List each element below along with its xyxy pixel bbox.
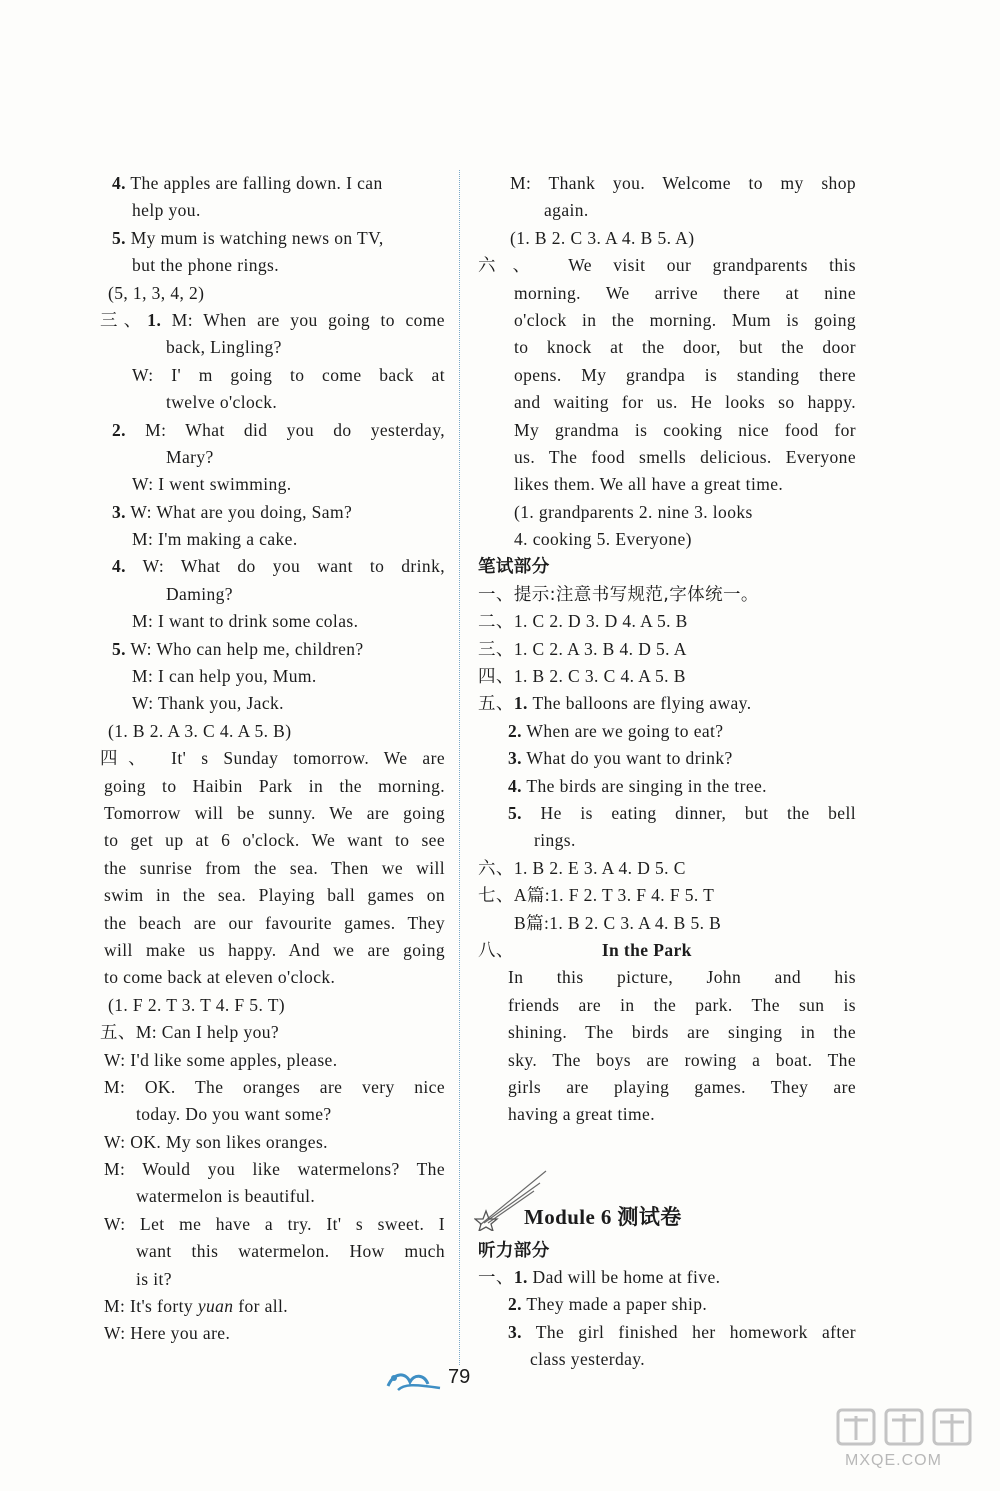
line-text: M: I can help you, Mum. [132,666,317,687]
text-line [100,1101,445,1128]
text-line [478,389,856,416]
line-text: W: What do you want to drink, [142,556,445,577]
item-number: 3. [112,501,126,522]
section-heading: 笔试部分 [478,557,550,578]
line-text: class yesterday. [530,1349,646,1370]
item-number: 3. [508,748,522,769]
text-line [100,964,445,991]
text-line [100,1211,445,1238]
line-text: having a great time. [508,1104,655,1125]
section-marker: 一、 [478,584,514,605]
text-line [478,334,856,361]
page-number: 79 [448,1366,471,1388]
item-number: 2. [508,720,522,741]
right-column [478,170,856,1374]
watermark-text: MXQE.COM [845,1452,942,1469]
text-line [100,553,445,580]
text-line [478,1101,856,1128]
text-line [100,992,445,1019]
text-line [478,225,856,252]
text-line [478,307,856,334]
section-marker: 七、 [478,886,514,907]
line-text: They made a paper ship. [526,1294,708,1315]
text-line [478,964,856,991]
line-text: swim in the sea. Playing ball games on [104,885,445,906]
line-text: M: I want to drink some colas. [132,611,359,632]
text-line [100,1183,445,1210]
text-line [478,992,856,1019]
text-line [478,581,856,608]
item-number: 3. [508,1321,522,1342]
text-line [100,197,445,224]
text-line [100,362,445,389]
text-line [478,197,856,224]
line-text: sky. The boys are rowing a boat. The [508,1049,856,1070]
text-line [100,745,445,772]
line-text: (1. grandparents 2. nine 3. looks [514,501,753,522]
line-text: is it? [136,1268,172,1289]
line-text: In this picture, John and his [508,967,856,988]
section-marker: 二、 [478,612,514,633]
text-line [100,252,445,279]
line-text: M: What did you do yesterday, [145,419,445,440]
text-line [100,499,445,526]
text-line [478,1047,856,1074]
text-line [100,690,445,717]
line-text: 1. B 2. C 3. C 4. A 5. B [513,666,686,687]
line-text: rings. [534,830,576,851]
text-line [478,444,856,471]
line-text: 提示:注意书写规范,字体统一。 [513,584,759,605]
text-line [100,800,445,827]
line-text: M: Thank you. Welcome to my shop [510,173,856,193]
text-line [100,280,445,307]
text-line [478,1346,856,1373]
line-text: M: I'm making a cake. [132,529,298,550]
text-line [100,636,445,663]
text-line [100,1266,445,1293]
text-line [100,471,445,498]
text-line [478,526,856,553]
text-line [478,690,856,717]
line-text: morning. We arrive there at nine [514,282,856,303]
line-text: M: Would you like watermelons? The [104,1159,445,1180]
line-text: for all. [233,1296,289,1317]
line-text: W: I went swimming. [132,474,292,495]
item-number: 2. [508,1294,522,1315]
italic-word: yuan [197,1296,234,1317]
text-line [478,280,856,307]
item-number: 2. [112,419,126,440]
text-line [478,1237,856,1264]
line-text: W: Let me have a try. It' s sweet. I [104,1213,445,1234]
text-line [100,1047,445,1074]
line-text: My grandma is cooking nice food for [514,419,856,440]
line-text: W: What are you doing, Sam? [130,501,353,522]
text-line [478,636,856,663]
text-line [100,663,445,690]
text-line [478,882,856,909]
text-line [478,800,856,827]
line-text: but the phone rings. [132,255,280,276]
text-line [478,855,856,882]
text-line [100,1156,445,1183]
item-number: 1. [513,693,528,714]
text-line [478,663,856,690]
line-text: 1. C 2. A 3. B 4. D 5. A [513,638,687,659]
section-marker: 四、 [478,667,514,688]
text-line [478,1264,856,1291]
line-text: W: Who can help me, children? [130,638,364,659]
line-text: watermelon is beautiful. [136,1186,316,1207]
line-text: W: Thank you, Jack. [132,693,284,714]
text-line [100,417,445,444]
text-line [478,745,856,772]
line-text: to get up at 6 o'clock. We want to see [104,830,445,851]
text-line [100,334,445,361]
item-number: 4. [112,556,126,577]
line-text: (1. F 2. T 3. T 4. F 5. T) [108,994,286,1015]
item-number: 4. [112,173,126,193]
section-marker: 三、 [100,310,148,331]
text-line [478,471,856,498]
item-number: 5. [508,802,522,823]
text-line [478,937,856,964]
text-line [478,773,856,800]
text-line [478,170,856,197]
line-text: likes them. We all have a great time. [514,474,784,495]
line-text: W: Here you are. [104,1323,231,1344]
line-text: W: I'd like some apples, please. [104,1049,338,1070]
line-text: A篇:1. F 2. T 3. F 4. F 5. T [513,885,715,906]
line-text: friends are in the park. The sun is [508,994,856,1015]
line-text: o'clock in the morning. Mum is going [514,309,856,330]
text-line [100,773,445,800]
line-text: opens. My grandpa is standing there [514,364,856,385]
line-text: 1. C 2. D 3. D 4. A 5. B [513,611,688,632]
text-line [478,1019,856,1046]
section-marker: 六、 [478,256,547,277]
text-line [478,1319,856,1346]
module-heading [478,1189,856,1237]
line-text: (1. B 2. A 3. C 4. A 5. B) [108,720,292,741]
line-text: B篇:1. B 2. C 3. A 4. B 5. B [514,912,722,933]
line-text: We visit our grandparents this [546,255,856,276]
text-line [100,1074,445,1101]
line-text: My mum is watching news on TV, [130,227,384,248]
line-text: The birds are singing in the tree. [526,775,767,796]
text-line [100,882,445,909]
line-text: again. [544,200,589,221]
section-marker: 八、 [478,940,514,961]
leaf-decoration-icon [384,1366,444,1396]
line-text: the beach are our favourite games. They [104,912,445,933]
text-line [478,718,856,745]
line-text: W: OK. My son likes oranges. [104,1131,328,1152]
line-text: twelve o'clock. [166,392,278,413]
line-text: shining. The birds are singing in the [508,1022,856,1043]
line-text: W: I' m going to come back at [132,364,445,385]
line-text: girls are playing games. They are [508,1076,856,1097]
text-line [478,499,856,526]
line-text: M: It's forty [104,1296,198,1317]
item-number: 1. [513,1267,528,1288]
text-line [100,1129,445,1156]
text-line [478,827,856,854]
text-line [478,1291,856,1318]
text-line [100,827,445,854]
section-marker: 三、 [478,639,514,660]
line-text: today. Do you want some? [136,1104,332,1125]
section-marker: 一、 [478,1268,514,1289]
line-text: help you. [132,200,201,221]
line-text: Daming? [166,583,233,604]
text-line [100,718,445,745]
line-text: will make us happy. And we are going [104,939,445,960]
item-number: 5. [112,638,126,659]
text-line [100,1293,445,1320]
column-divider [459,170,460,1365]
line-text: the sunrise from the sea. Then we will [104,857,445,878]
text-line [100,608,445,635]
text-line [100,170,445,197]
line-text: Dad will be home at five. [532,1267,721,1288]
line-text: 1. B 2. E 3. A 4. D 5. C [513,857,686,878]
line-text: He is eating dinner, but the bell [540,802,856,823]
text-line [478,910,856,937]
line-text: (1. B 2. C 3. A 4. B 5. A) [510,227,695,248]
line-text: The apples are falling down. I can [130,173,383,193]
section-marker: 六、 [478,858,514,879]
text-line [100,444,445,471]
composition-title: In the Park [601,939,692,960]
line-text: Mary? [166,446,214,467]
line-text: The girl finished her homework after [535,1321,856,1342]
text-line [100,937,445,964]
text-line [100,389,445,416]
line-text: M: When are you going to come [171,309,445,330]
line-text: Tomorrow will be sunny. We are going [104,802,445,823]
line-text: The balloons are flying away. [532,693,752,714]
left-column [100,170,445,1348]
text-line [478,417,856,444]
item-number: 4. [508,775,522,796]
line-text: When are we going to eat? [526,720,724,741]
line-text: back, Lingling? [166,337,282,358]
text-line [478,252,856,279]
text-line [478,608,856,635]
text-line [100,581,445,608]
section-marker: 五、 [100,1023,136,1044]
line-text: and waiting for us. He looks so happy. [514,392,856,413]
item-number: 5. [112,227,126,248]
text-line [100,910,445,937]
line-text: us. The food smells delicious. Everyone [514,446,856,467]
line-text: It' s Sunday tomorrow. We are [156,748,445,769]
text-line [100,855,445,882]
line-text: 4. cooking 5. Everyone) [514,529,692,550]
text-line [100,1238,445,1265]
line-text: M: OK. The oranges are very nice [104,1076,445,1097]
text-line [100,225,445,252]
line-text: want this watermelon. How much [136,1241,445,1262]
section-heading: 听力部分 [478,1240,550,1261]
section-marker: 五、 [478,694,514,715]
line-text: (5, 1, 3, 4, 2) [108,282,205,303]
section-marker: 四、 [100,749,157,770]
line-text: to knock at the door, but the door [514,337,856,358]
text-line [100,307,445,334]
line-text: M: Can I help you? [135,1022,280,1043]
module-title: Module 6 测试卷 [524,1204,682,1229]
text-line [478,362,856,389]
line-text: What do you want to drink? [526,748,733,769]
text-line [100,1320,445,1347]
item-number: 1. [147,309,162,330]
line-text: going to Haibin Park in the morning. [104,775,445,796]
text-line [100,526,445,553]
text-line [478,553,856,580]
line-text: to come back at eleven o'clock. [104,967,336,988]
text-line [100,1019,445,1046]
text-line [478,1074,856,1101]
